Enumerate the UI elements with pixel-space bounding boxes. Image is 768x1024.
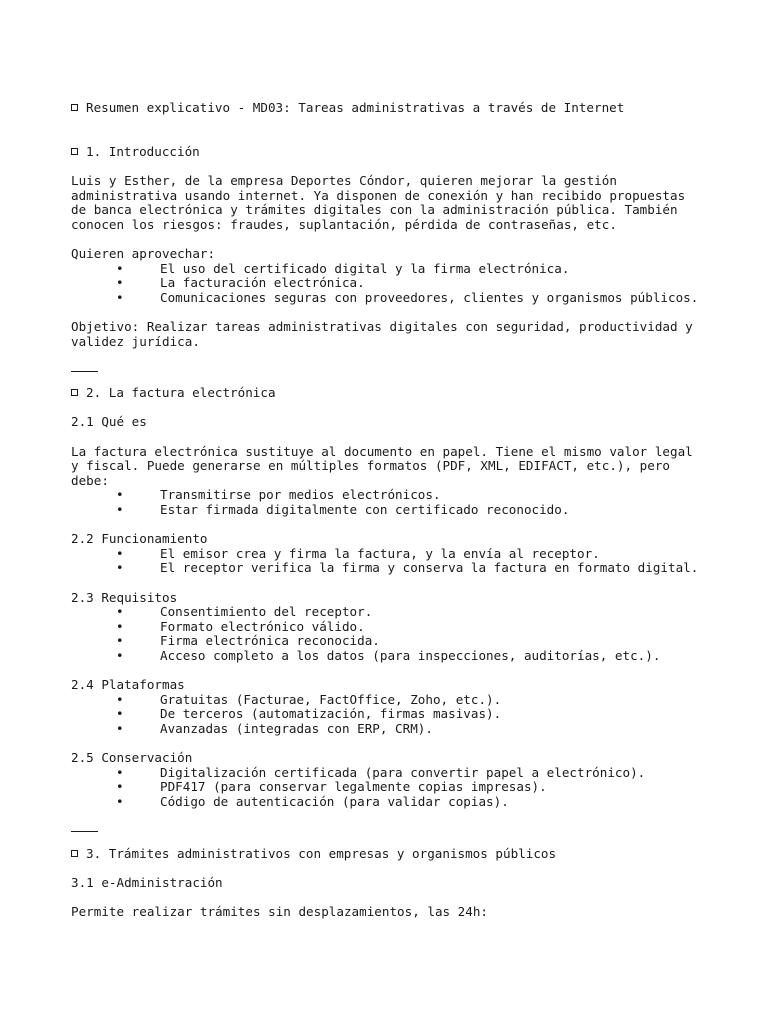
bullet: • <box>116 633 124 649</box>
list-item: • Digitalización certificada (para convertir papel a electrónico). <box>116 764 646 780</box>
subsection-2-4-title: 2.4 Plataformas <box>71 677 185 693</box>
subsection-3-1-title: 3.1 e-Administración <box>71 874 223 890</box>
bullet: • <box>116 647 124 663</box>
bullet: • <box>116 691 124 707</box>
document-body <box>71 101 711 920</box>
list-item: • Transmitirse por medios electrónicos. <box>116 487 441 503</box>
list-item: • Firma electrónica reconocida. <box>116 633 380 649</box>
bullet: • <box>116 560 124 576</box>
subsection-2-1-title: 2.1 Qué es <box>71 414 147 430</box>
document-title: Resumen explicativo - MD03: Tareas administrativas a través de Internet <box>71 101 711 116</box>
subsection-2-5-title: 2.5 Conservación <box>71 750 193 766</box>
bullet: • <box>116 720 124 736</box>
box-icon <box>71 850 78 857</box>
bullet: • <box>116 779 124 795</box>
section-1-heading: 1. Introducción <box>71 145 711 160</box>
section-2-heading: 2. La factura electrónica <box>71 386 711 401</box>
list-item: • El receptor verifica la firma y conserva la factura en formato digital. <box>116 560 699 576</box>
bullet: • <box>116 764 124 780</box>
bullet: • <box>116 618 124 634</box>
list-item: • Acceso completo a los datos (para inspecciones, auditorías, etc.). <box>116 647 661 663</box>
bullet: • <box>116 604 124 620</box>
list-item: • El emisor crea y firma la factura, y la envía al receptor. <box>116 545 600 561</box>
list-item: • Código de autenticación (para validar copias). <box>116 793 509 809</box>
list-item: • Gratuitas (Facturae, FactOffice, Zoho, etc.). <box>116 691 502 707</box>
list-item: • De terceros (automatización, firmas masivas). <box>116 706 502 722</box>
list-item: • Consentimiento del receptor. <box>116 604 373 620</box>
list-item: • Estar firmada digitalmente con certificado reconocido. <box>116 502 570 518</box>
bullet: • <box>116 706 124 722</box>
list-item: • La facturación electrónica. <box>116 275 365 291</box>
bullet: • <box>116 487 124 503</box>
objective-paragraph: Objetivo: Realizar tareas administrativas digitales con seguridad, productividad y validez jurídica. <box>71 318 693 349</box>
list-item: • Formato electrónico válido. <box>116 618 365 634</box>
section-3-heading: 3. Trámites administrativos con empresas y organismos públicos <box>71 847 711 862</box>
section-1-intro-paragraph: Luis y Esther, de la empresa Deportes Cóndor, quieren mejorar la gestión administrativa usando internet. Ya disponen de conexión y han recibido propuestas de banca electrónica y trámites digitales con la administración pública. También conocen los riesgos: fraudes, suplantación, pérdida de contraseñas, etc. <box>71 172 686 232</box>
subsection-2-5-list <box>71 766 711 810</box>
bullet: • <box>116 260 124 276</box>
list-item: • El uso del certificado digital y la firma electrónica. <box>116 260 570 276</box>
want-label: Quieren aprovechar: <box>71 245 216 261</box>
subsection-2-4-list <box>71 693 711 737</box>
subsection-2-1-paragraph: La factura electrónica sustituye al documento en papel. Tiene el mismo valor legal y fiscal. Puede generarse en múltiples formatos (PDF, XML, EDIFACT, etc.), pero debe: <box>71 443 693 488</box>
box-icon <box>71 148 78 155</box>
subsection-2-2-list <box>71 547 711 576</box>
subsection-3-1-paragraph: Permite realizar trámites sin desplazamientos, las 24h: <box>71 904 489 920</box>
list-item: • PDF417 (para conservar legalmente copias impresas). <box>116 779 547 795</box>
bullet: • <box>116 275 124 291</box>
box-icon <box>71 104 78 111</box>
subsection-2-3-list <box>71 605 711 663</box>
box-icon <box>71 389 78 396</box>
bullet: • <box>116 793 124 809</box>
list-item: • Avanzadas (integradas con ERP, CRM). <box>116 720 433 736</box>
want-list <box>71 262 711 306</box>
subsection-2-3-title: 2.3 Requisitos <box>71 589 178 605</box>
bullet: • <box>116 545 124 561</box>
list-item: • Comunicaciones seguras con proveedores, clientes y organismos públicos. <box>116 289 699 305</box>
subsection-2-2-title: 2.2 Funcionamiento <box>71 531 208 547</box>
bullet: • <box>116 289 124 305</box>
subsection-2-1-list <box>71 488 711 517</box>
bullet: • <box>116 502 124 518</box>
